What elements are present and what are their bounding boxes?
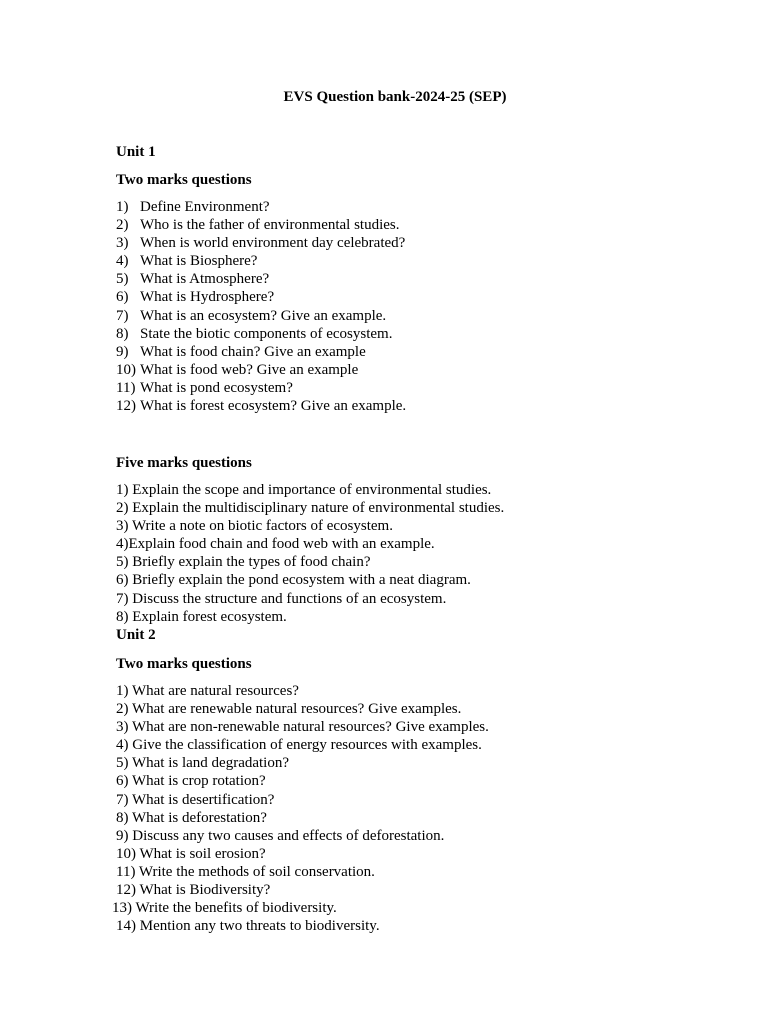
- unit1-two-marks-heading: Two marks questions: [116, 172, 252, 188]
- item-text: When is world environment day celebrated?: [140, 235, 406, 252]
- item-number: 8): [116, 325, 129, 342]
- document-title: EVS Question bank-2024-25 (SEP): [283, 89, 507, 105]
- item-text: What is food chain? Give an example: [140, 343, 366, 360]
- item-number: 12): [116, 398, 136, 415]
- list-item: [116, 270, 406, 288]
- item-text: What is an ecosystem? Give an example.: [140, 307, 387, 324]
- list-item: [116, 361, 406, 379]
- list-item: 14) Mention any two threats to biodiversity.: [116, 918, 380, 935]
- list-item: 6) What is crop rotation?: [116, 773, 266, 790]
- unit1-five-marks-list: [116, 481, 504, 626]
- list-item: 5) Briefly explain the types of food chain?: [116, 554, 371, 571]
- list-item: 8) What is deforestation?: [116, 809, 267, 826]
- list-item: [116, 198, 406, 216]
- list-item: 10) What is soil erosion?: [116, 845, 266, 862]
- list-item: [116, 288, 406, 306]
- list-item: 5) What is land degradation?: [116, 755, 289, 772]
- list-item: 4)Explain food chain and food web with an example.: [116, 536, 435, 553]
- list-item: 12) What is Biodiversity?: [116, 882, 271, 899]
- list-item: 7) What is desertification?: [116, 791, 275, 808]
- list-item: 2) Explain the multidisciplinary nature of environmental studies.: [116, 500, 505, 517]
- item-text: What is food web? Give an example: [140, 361, 359, 378]
- unit2-two-marks-list: [112, 682, 489, 935]
- list-item: 7) Discuss the structure and functions of an ecosystem.: [116, 590, 447, 607]
- item-number: 11): [116, 379, 136, 396]
- list-item: 1) What are natural resources?: [116, 683, 299, 699]
- list-item: 8) Explain forest ecosystem.: [116, 608, 287, 625]
- item-text: What is Hydrosphere?: [140, 289, 275, 306]
- list-item: [116, 325, 406, 343]
- item-text: State the biotic components of ecosystem.: [140, 325, 393, 342]
- list-item: 3) Write a note on biotic factors of ecosystem.: [116, 518, 393, 535]
- item-text: What is pond ecosystem?: [140, 379, 293, 396]
- item-number: 10): [116, 361, 136, 378]
- unit1-two-marks-list: [116, 198, 406, 415]
- unit2-two-marks-heading: Two marks questions: [116, 656, 252, 672]
- list-item: 9) Discuss any two causes and effects of deforestation.: [116, 827, 445, 844]
- list-item: 2) What are renewable natural resources? Give examples.: [116, 701, 462, 718]
- unit1-five-marks-heading: Five marks questions: [116, 455, 252, 471]
- item-number: 6): [116, 289, 129, 306]
- item-number: 5): [116, 271, 129, 288]
- list-item: 3) What are non-renewable natural resources? Give examples.: [116, 719, 489, 736]
- item-number: 7): [116, 307, 129, 324]
- item-number: 3): [116, 235, 129, 252]
- list-item: [116, 343, 406, 361]
- list-item: [116, 252, 406, 270]
- list-item: [116, 216, 406, 234]
- item-text: Who is the father of environmental studies.: [140, 217, 400, 234]
- list-item: [116, 234, 406, 252]
- list-item: 6) Briefly explain the pond ecosystem with a neat diagram.: [116, 572, 471, 589]
- item-text: What is forest ecosystem? Give an example.: [140, 398, 407, 415]
- item-number: 4): [116, 253, 129, 270]
- item-text: What is Atmosphere?: [140, 271, 270, 288]
- item-number: 2): [116, 217, 129, 234]
- list-item: [116, 307, 406, 325]
- item-text: Define Environment?: [140, 199, 270, 215]
- list-item: 13) Write the benefits of biodiversity.: [112, 900, 337, 917]
- list-item: 1) Explain the scope and importance of environmental studies.: [116, 482, 492, 498]
- item-text: What is Biosphere?: [140, 253, 258, 270]
- unit2-heading: Unit 2: [116, 627, 156, 643]
- list-item: 11) Write the methods of soil conservation.: [116, 863, 375, 880]
- unit1-heading: Unit 1: [116, 144, 156, 160]
- list-item: [116, 379, 406, 397]
- item-number: 9): [116, 343, 129, 360]
- list-item: [116, 397, 406, 415]
- list-item: 4) Give the classification of energy resources with examples.: [116, 737, 482, 754]
- item-number: 1): [116, 199, 129, 215]
